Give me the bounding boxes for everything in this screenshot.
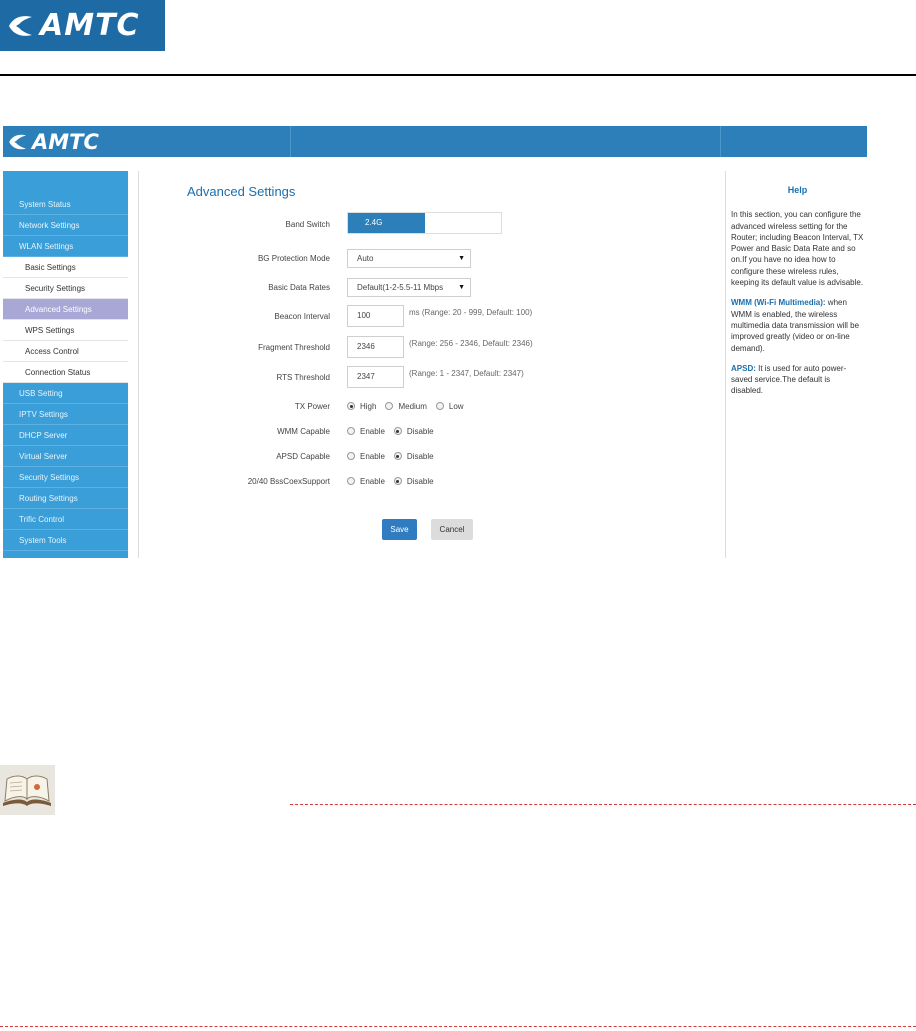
beacon-hint: ms (Range: 20 - 999, Default: 100) bbox=[409, 308, 533, 317]
radio-option-label: Disable bbox=[406, 426, 434, 436]
radio-button-icon[interactable] bbox=[347, 477, 355, 485]
sidebar-item-usb-setting[interactable]: USB Setting bbox=[3, 383, 128, 404]
radio-button-icon[interactable] bbox=[347, 452, 355, 460]
radio-option-label: Disable bbox=[406, 451, 434, 461]
save-button[interactable]: Save bbox=[382, 519, 417, 540]
brand-name: AMTC bbox=[40, 8, 140, 43]
sidebar-item-system-status[interactable]: System Status bbox=[3, 194, 128, 215]
rts-hint: (Range: 1 - 2347, Default: 2347) bbox=[409, 369, 524, 378]
fragment-hint: (Range: 256 - 2346, Default: 2346) bbox=[409, 339, 533, 348]
basic-rates-row bbox=[139, 277, 727, 297]
radio-button-icon[interactable] bbox=[347, 402, 355, 410]
radio-button-icon[interactable] bbox=[394, 477, 402, 485]
beacon-input[interactable]: 100 bbox=[347, 305, 404, 327]
coex-options bbox=[347, 471, 443, 491]
apsd-label: APSD Capable bbox=[276, 452, 330, 461]
sidebar-item-dhcp-server[interactable]: DHCP Server bbox=[3, 425, 128, 446]
tx-power-row bbox=[139, 396, 727, 416]
sidebar-item-routing-settings[interactable]: Routing Settings bbox=[3, 488, 128, 509]
sidebar-item-basic-settings[interactable]: Basic Settings bbox=[3, 257, 128, 278]
amtc-wing-logo-icon bbox=[6, 11, 36, 41]
fragment-label: Fragment Threshold bbox=[258, 343, 330, 352]
wmm-option-disable[interactable] bbox=[394, 427, 434, 436]
topbar-brand-name: AMTC bbox=[32, 130, 99, 154]
basic-rates-select[interactable] bbox=[347, 278, 471, 297]
radio-option-label: Disable bbox=[406, 476, 434, 486]
apsd-option-enable[interactable] bbox=[347, 452, 385, 461]
wmm-options bbox=[347, 421, 443, 441]
tx-power-options bbox=[347, 396, 473, 416]
beacon-label: Beacon Interval bbox=[274, 312, 330, 321]
top-bar bbox=[3, 126, 867, 157]
bg-protection-value: Auto bbox=[357, 253, 374, 263]
sidebar-item-virtual-server[interactable]: Virtual Server bbox=[3, 446, 128, 467]
radio-option-label: Enable bbox=[360, 426, 385, 436]
note-dashed-bottom bbox=[0, 1026, 916, 1027]
coex-option-enable[interactable] bbox=[347, 477, 385, 486]
topbar-divider bbox=[290, 126, 291, 157]
radio-option-label: Enable bbox=[360, 476, 385, 486]
radio-option-label: Medium bbox=[398, 401, 427, 411]
bg-protection-select[interactable] bbox=[347, 249, 471, 268]
fragment-row bbox=[139, 337, 727, 357]
page-title: Advanced Settings bbox=[187, 184, 296, 199]
bg-protection-label: BG Protection Mode bbox=[257, 254, 330, 263]
amtc-wing-logo-icon bbox=[7, 131, 29, 153]
sidebar-item-trific-control[interactable]: Trific Control bbox=[3, 509, 128, 530]
cancel-button[interactable]: Cancel bbox=[431, 519, 473, 540]
tx-power-option-medium[interactable] bbox=[385, 402, 426, 411]
help-apsd-term: APSD: bbox=[731, 363, 756, 373]
basic-rates-value: Default(1-2-5.5-11 Mbps bbox=[357, 282, 444, 292]
help-title: Help bbox=[787, 185, 808, 195]
help-wmm-text: when WMM is enabled, the wireless multimedia data transmission will be improved greatly (video or on-line demand). bbox=[731, 298, 860, 353]
help-wmm-term: WMM (Wi-Fi Multimedia): bbox=[731, 298, 826, 308]
sidebar-item-iptv-settings[interactable]: IPTV Settings bbox=[3, 404, 128, 425]
band-switch-toggle[interactable] bbox=[347, 212, 502, 234]
sidebar-item-access-control[interactable]: Access Control bbox=[3, 341, 128, 362]
sidebar-item-security-settings[interactable]: Security Settings bbox=[3, 278, 128, 299]
radio-button-icon[interactable] bbox=[394, 427, 402, 435]
radio-option-label: Enable bbox=[360, 451, 385, 461]
advanced-settings-panel bbox=[138, 171, 726, 558]
help-apsd-text: It is used for auto power-saved service.The default is disabled. bbox=[731, 363, 847, 396]
coex-option-disable[interactable] bbox=[394, 477, 434, 486]
fragment-input[interactable]: 2346 bbox=[347, 336, 404, 358]
sidebar-list bbox=[3, 194, 128, 551]
help-intro: In this section, you can configure the advanced wireless setting for the Router; including Beacon Interval, TX Power and Basic Data Rate and so on.If you have no idea how to configure these wireless rules, keeping its default value is advisable. bbox=[731, 210, 864, 288]
dropdown-arrow-icon: ▼ bbox=[458, 283, 465, 291]
note-dashed-top bbox=[290, 804, 916, 805]
help-wmm bbox=[731, 297, 864, 353]
sidebar-header bbox=[3, 171, 128, 194]
radio-button-icon[interactable] bbox=[347, 427, 355, 435]
wmm-row bbox=[139, 421, 727, 441]
coex-row bbox=[139, 471, 727, 491]
doc-header-logo bbox=[0, 0, 165, 51]
tx-power-option-high[interactable] bbox=[347, 402, 376, 411]
apsd-row bbox=[139, 446, 727, 466]
topbar-divider bbox=[720, 126, 721, 157]
coex-label: 20/40 BssCoexSupport bbox=[247, 477, 330, 486]
wmm-label: WMM Capable bbox=[277, 427, 330, 436]
radio-option-label: High bbox=[360, 401, 377, 411]
sidebar-item-advanced-settings[interactable]: Advanced Settings bbox=[3, 299, 128, 320]
radio-button-icon[interactable] bbox=[394, 452, 402, 460]
band-2g-option[interactable]: 2.4G bbox=[348, 213, 425, 233]
radio-button-icon[interactable] bbox=[385, 402, 393, 410]
bg-protection-row bbox=[139, 248, 727, 268]
rts-row bbox=[139, 367, 727, 387]
rts-label: RTS Threshold bbox=[276, 373, 330, 382]
wmm-option-enable[interactable] bbox=[347, 427, 385, 436]
sidebar-item-wlan-settings[interactable]: WLAN Settings bbox=[3, 236, 128, 257]
band-switch-label: Band Switch bbox=[285, 220, 330, 229]
help-panel bbox=[716, 171, 867, 558]
rts-input[interactable]: 2347 bbox=[347, 366, 404, 388]
sidebar-item-connection-status[interactable]: Connection Status bbox=[3, 362, 128, 383]
tx-power-label: TX Power bbox=[294, 402, 330, 411]
open-book-icon bbox=[0, 765, 55, 815]
header-divider bbox=[0, 74, 916, 76]
radio-option-label: Low bbox=[448, 401, 464, 411]
router-admin-screenshot bbox=[3, 126, 867, 558]
basic-rates-label: Basic Data Rates bbox=[268, 283, 330, 292]
apsd-option-disable[interactable] bbox=[394, 452, 434, 461]
topbar-logo bbox=[7, 130, 99, 154]
apsd-options bbox=[347, 446, 443, 466]
dropdown-arrow-icon: ▼ bbox=[458, 254, 465, 262]
sidebar-item-security-settings[interactable]: Security Settings bbox=[3, 467, 128, 488]
sidebar-item-system-tools[interactable]: System Tools bbox=[3, 530, 128, 551]
help-apsd bbox=[731, 363, 864, 397]
beacon-row bbox=[139, 306, 727, 326]
tx-power-option-low[interactable] bbox=[436, 402, 464, 411]
sidebar-menu bbox=[3, 171, 128, 558]
radio-button-icon[interactable] bbox=[436, 402, 444, 410]
sidebar-item-wps-settings[interactable]: WPS Settings bbox=[3, 320, 128, 341]
sidebar-item-network-settings[interactable]: Network Settings bbox=[3, 215, 128, 236]
band-switch-row bbox=[139, 214, 727, 234]
